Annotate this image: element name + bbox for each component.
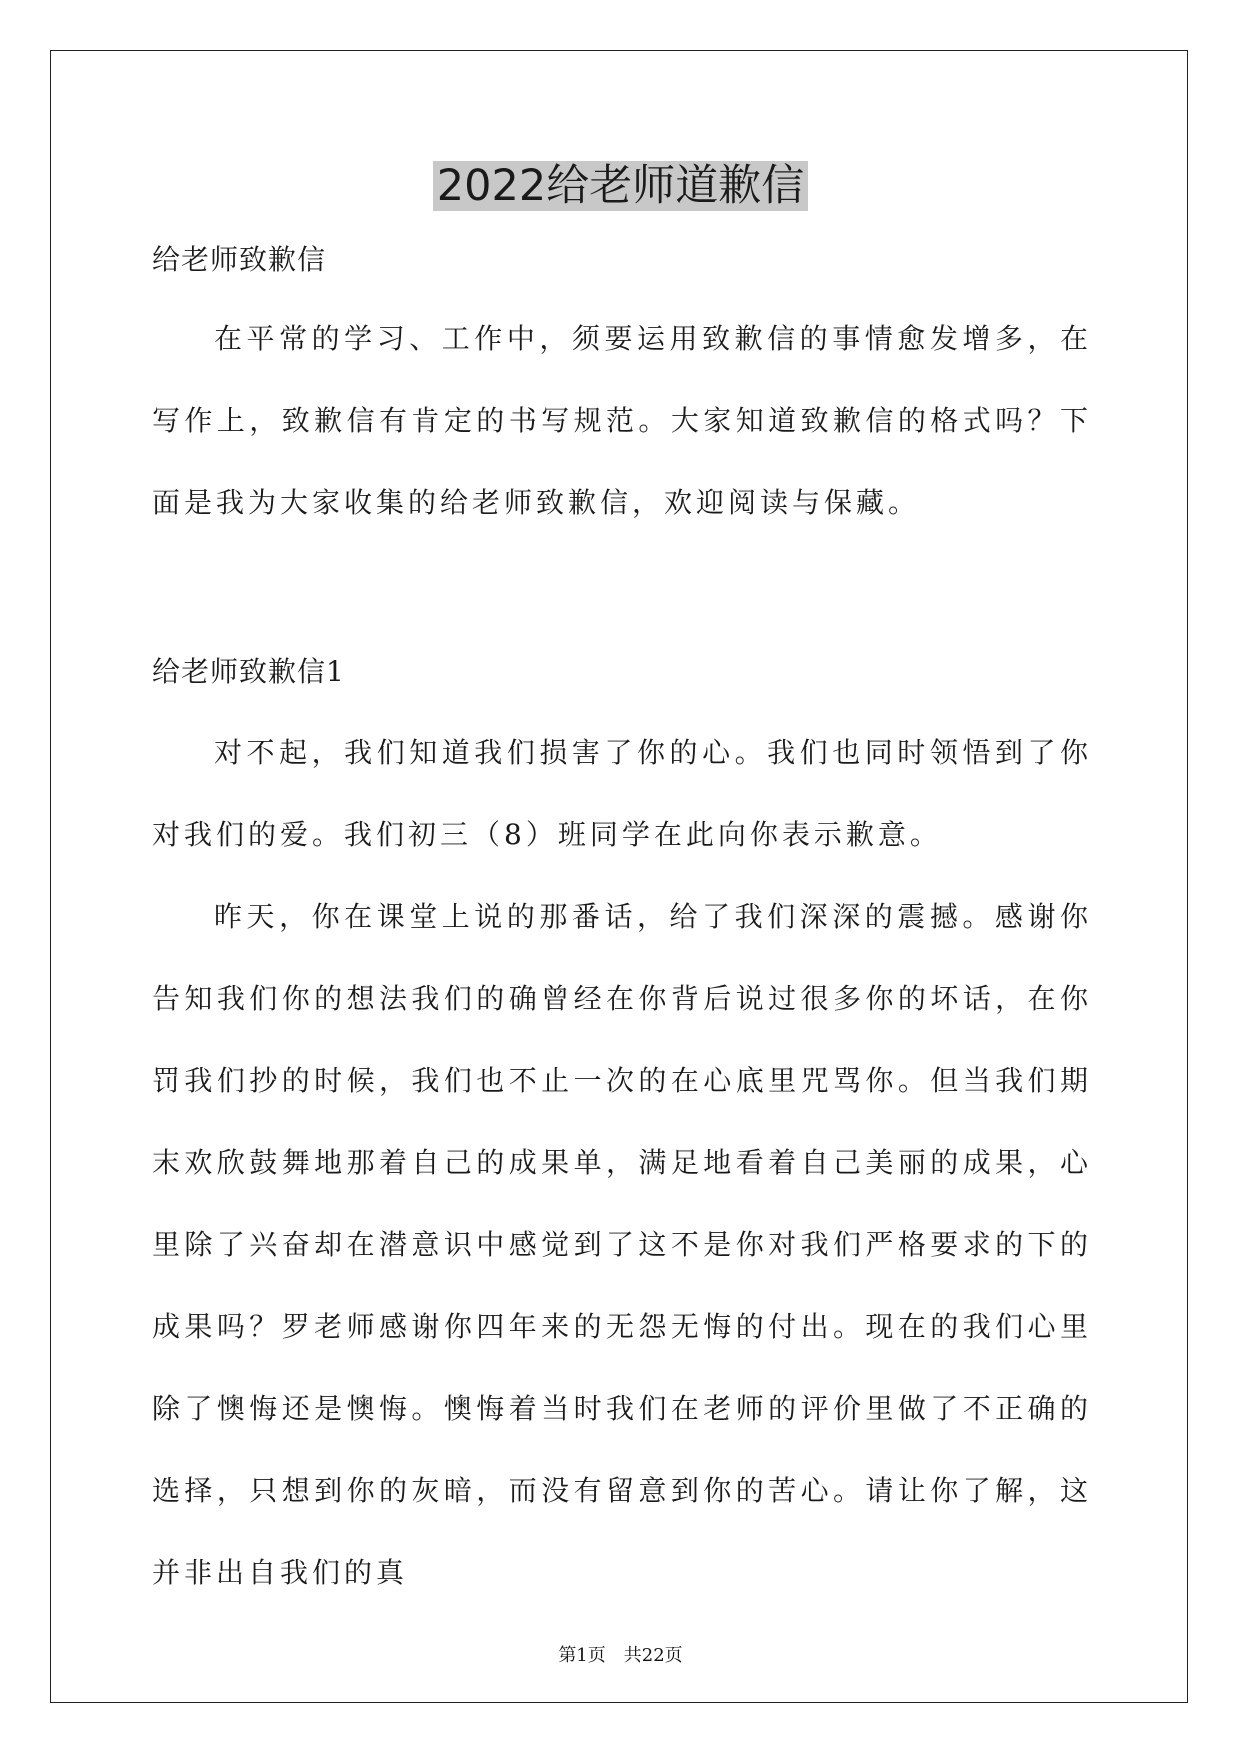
page-number: 第1页: [558, 1645, 606, 1666]
page-footer: [0, 1644, 1241, 1668]
section-heading: 给老师致歉信1: [152, 655, 345, 688]
section-heading: 给老师致歉信: [152, 243, 327, 276]
document-title: [0, 158, 1241, 214]
paragraph: 对不起，我们知道我们损害了你的心。我们也同时领悟到了你对我们的爱。我们初三（8）班同学在此向你表示歉意。: [152, 736, 1092, 851]
paragraph: 昨天，你在课堂上说的那番话，给了我们深深的震撼。感谢你告知我们你的想法我们的确曾经在你背后说过很多你的坏话，在你罚我们抄的时候，我们也不止一次的在心底里咒骂你。但当我们期末欢欣鼓舞地那着自己的成果单，满足地看着自己美丽的成果，心里除了兴奋却在潜意识中感觉到了这不是你对我们严格要求的下的成果吗？罗老师感谢你四年来的无怨无悔的付出。现在的我们心里除了懊悔还是懊悔。懊悔着当时我们在老师的评价里做了不正确的选择，只想到你的灰暗，而没有留意到你的苦心。请让你了解，这并非出自我们的真: [152, 900, 1092, 1589]
document-body: [152, 230, 1092, 1614]
page-total: 共22页: [623, 1645, 683, 1666]
document-title-text: 2022给老师道歉信: [433, 161, 808, 211]
paragraph: 在平常的学习、工作中，须要运用致歉信的事情愈发增多，在写作上，致歉信有肯定的书写规范。大家知道致歉信的格式吗？下面是我为大家收集的给老师致歉信，欢迎阅读与保藏。: [152, 322, 1092, 519]
